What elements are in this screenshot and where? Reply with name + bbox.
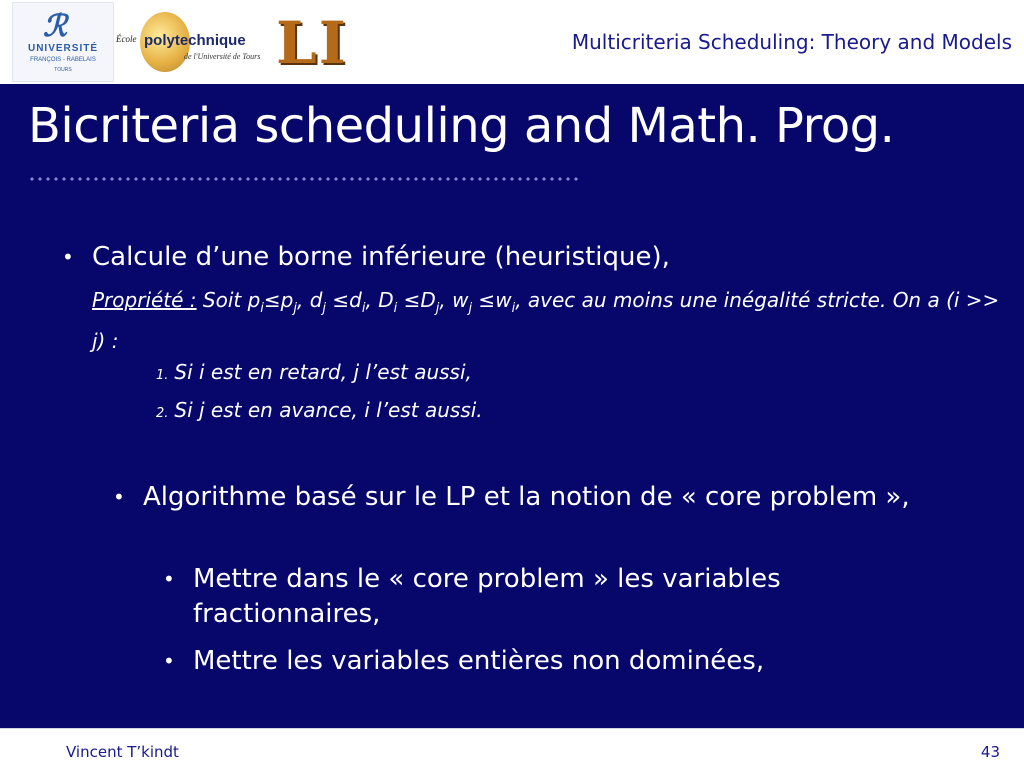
poly-name: polytechnique xyxy=(144,32,246,49)
prop-part: Soit p xyxy=(196,288,261,312)
sub-bullet-item xyxy=(163,644,943,679)
poly-ecole: École xyxy=(116,34,137,44)
bullet-icon: • xyxy=(113,485,125,509)
universite-logo xyxy=(12,2,114,82)
sub-bullet-item xyxy=(163,562,943,632)
prop-part: , w xyxy=(439,288,469,312)
prop-part: , d xyxy=(297,288,323,312)
prop-part: , avec au moins une inégalité stricte. On a (i >> j) : xyxy=(92,288,1000,353)
presentation-title: Multicriteria Scheduling: Theory and Models xyxy=(571,30,1012,54)
property-label: Propriété : xyxy=(92,288,197,312)
enum-number: 2. xyxy=(156,406,169,421)
prop-sub: j xyxy=(468,301,473,316)
bullet-icon: • xyxy=(62,245,74,269)
prop-part: ≤w xyxy=(472,288,512,312)
prop-part: ≤p xyxy=(263,288,294,312)
footer xyxy=(0,728,1024,769)
bullet-item xyxy=(62,240,670,275)
universite-name: UNIVERSITÉ xyxy=(27,43,98,54)
logos xyxy=(0,0,360,84)
universite-sub: FRANÇOIS - RABELAIS xyxy=(30,57,96,63)
prop-sub: j xyxy=(435,301,440,316)
prop-sub: i xyxy=(393,301,398,316)
enum-text: Si j est en avance, i l’est aussi. xyxy=(174,398,483,422)
header xyxy=(0,0,1024,84)
dotted-divider xyxy=(28,176,578,182)
enum-text: Si i est en retard, j l’est aussi, xyxy=(174,360,472,384)
bullet-item xyxy=(113,480,923,515)
property-text xyxy=(92,284,1017,357)
bullet-text: Algorithme basé sur le LP et la notion de « core problem », xyxy=(143,482,910,512)
poly-sub: de l'Université de Tours xyxy=(184,52,261,61)
sub-bullet-text: Mettre les variables entières non dominées, xyxy=(193,646,765,676)
enum-item xyxy=(156,356,472,392)
sub-bullet-text: Mettre dans le « core problem » les variables fractionnaires, xyxy=(193,564,781,629)
prop-part: ≤D xyxy=(397,288,436,312)
universite-mark-icon: ℛ xyxy=(43,9,67,44)
slide-title: Bicriteria scheduling and Math. Prog. xyxy=(28,98,895,154)
prop-sub: j xyxy=(293,301,297,316)
li-logo: LI xyxy=(276,9,348,77)
polytechnique-logo xyxy=(114,8,272,78)
universite-city: TOURS xyxy=(54,67,72,73)
prop-sub: j xyxy=(322,301,327,316)
prop-sub: i xyxy=(260,301,264,316)
bullet-icon: • xyxy=(163,649,175,673)
prop-part: , D xyxy=(365,288,394,312)
prop-sub: i xyxy=(511,301,516,316)
prop-part: ≤d xyxy=(326,288,362,312)
bullet-text: Calcule d’une borne inférieure (heuristique), xyxy=(92,242,670,272)
page-number: 43 xyxy=(980,743,1000,761)
enum-number: 1. xyxy=(156,368,169,383)
footer-author: Vincent T’kindt xyxy=(66,743,179,761)
prop-sub: i xyxy=(361,301,366,316)
slide-content xyxy=(0,84,1024,728)
bullet-icon: • xyxy=(163,567,175,591)
enum-item xyxy=(156,394,483,430)
